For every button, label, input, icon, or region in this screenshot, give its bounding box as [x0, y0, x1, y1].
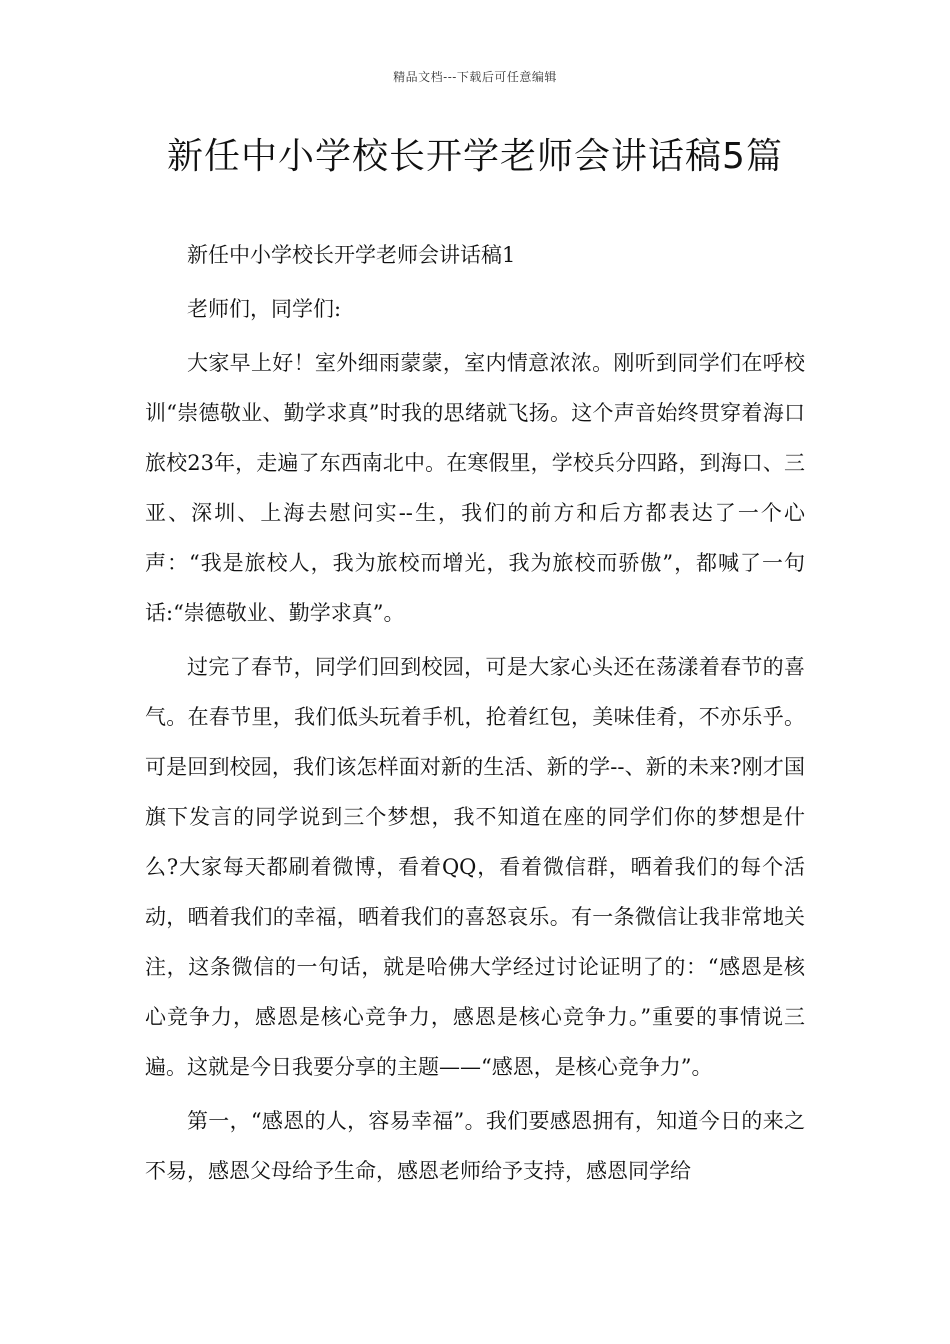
paragraph-3: 第一，“感恩的人，容易幸福”。我们要感恩拥有，知道今日的来之不易，感恩父母给予生命，感恩老师给予支持，感恩同学给: [145, 1109, 805, 1183]
section-heading: 新任中小学校长开学老师会讲话稿1: [187, 243, 516, 267]
paragraph-2: 过完了春节，同学们回到校园，可是大家心头还在荡漾着春节的喜气。在春节里，我们低头玩着手机，抢着红包，美味佳肴，不亦乐乎。可是回到校园，我们该怎样面对新的生活、新的学--、新的未来?刚才国旗下发言的同学说到三个梦想，我不知道在座的同学们你的梦想是什么?大家每天都刷着微博，看着QQ，看着微信群，晒着我们的每个活动，晒着我们的幸福，晒着我们的喜怒哀乐。有一条微信让我非常地关注，这条微信的一句话，就是哈佛大学经过讨论证明了的：“感恩是核心竞争力，感恩是核心竞争力，感恩是核心竞争力。”重要的事情说三遍。这就是今日我要分享的主题——“感恩，是核心竞争力”。: [145, 655, 805, 1079]
salutation: 老师们，同学们:: [187, 297, 342, 321]
document-title: 新任中小学校长开学老师会讲话稿5篇: [167, 136, 783, 177]
document-body: [145, 230, 805, 1200]
header-note: 精品文档---下载后可任意编辑: [393, 70, 557, 84]
paragraph-1: 大家早上好！室外细雨蒙蒙，室内情意浓浓。刚听到同学们在呼校训“崇德敬业、勤学求真”时我的思绪就飞扬。这个声音始终贯穿着海口旅校23年，走遍了东西南北中。在寒假里，学校兵分四路，到海口、三亚、深圳、上海去慰问实--生，我们的前方和后方都表达了一个心声：“我是旅校人，我为旅校而增光，我为旅校而骄傲”，都喊了一句话:“崇德敬业、勤学求真”。: [145, 351, 805, 625]
